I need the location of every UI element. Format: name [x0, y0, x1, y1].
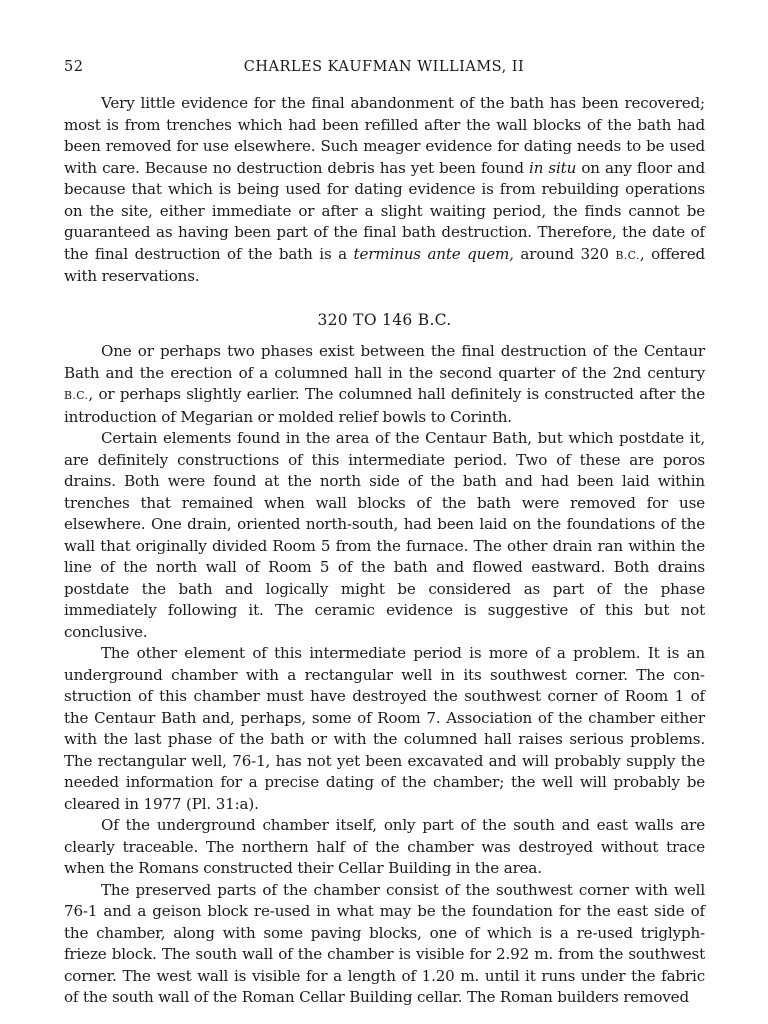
text-run: One or perhaps two phases exist between the final destruction of the Centaur Bath and the erection of a columned hall in the second quarter of the 2nd century: [64, 342, 705, 382]
paragraph-abandonment: [64, 93, 705, 288]
body-text: [64, 93, 705, 1009]
paragraph-phases: [64, 341, 705, 428]
paragraph-chamber-walls: Of the underground chamber itself, only part of the south and east walls are clearly traceable. The northern half of the chamber was destroyed without trace when the Romans constructed their Cellar Building in the area.: [64, 816, 705, 877]
text-run: around 320: [513, 244, 616, 263]
text-run: on any floor and because that which is being used for dating evidence is from rebuilding operations on the site, either immediate or after a slight waiting period, the finds cannot be guaranteed as having been part of the final bath destruction. Therefore, the date of the final destruction of the bath is a: [64, 158, 706, 263]
paragraph-underground-chamber: The other element of this intermediate period is more of a problem. It is an underground chamber with a rectangular well in its southwest corner. The construction of this chamber must have destroyed the southwest corner of Room 1 of the Centaur Bath and, perhaps, some of Room 7. Association of the chamber either with the last phase of the bath or with the columned hall raises serious problems. The rectangular well, 76-1, has not yet been excavated and will probably supply the needed information for a precise dating of the chamber; the well will probably be cleared in 1977 (Pl. 31:a).: [64, 644, 705, 813]
italic-term: terminus ante quem,: [353, 244, 514, 263]
italic-term: in situ: [529, 158, 577, 177]
running-head: CHARLES KAUFMAN WILLIAMS, II: [243, 59, 525, 75]
page-header: [64, 59, 704, 79]
page-number: 52: [64, 59, 84, 75]
era-abbreviation: B.C.: [615, 248, 640, 262]
era-abbreviation: B.C.: [64, 389, 89, 402]
paragraph-drains: Certain elements found in the area of the Centaur Bath, but which postdate it, are definitely constructions of this intermediate period. Two of these are poros drains. Both were found at the north side of the bath and had been laid within trenches that remained when wall blocks of the bath were removed for use elsewhere. One drain, oriented north-south, had been laid on the foundations of the wall that originally divided Room 5 from the furnace. The other drain ran within the line of the north wall of Room 5 of the bath and flowed eastward. Both drains postdate the bath and logically might be considered as part of the phase immediately following it. The ceramic evidence is suggestive of this but not conclusive.: [64, 429, 705, 641]
text-run: Very little evidence for the final abandonment of the bath has been recovered; most is from trenches which had been refilled after the wall blocks of the bath had been removed for use elsewhere. Such meager evidence for dating needs to be used with care. Because no destruction debris has yet been found: [64, 94, 705, 177]
text-run: , offered with reservations.: [64, 244, 706, 285]
text-run: , or perhaps slightly earlier. The columned hall definitely is constructed after the introduction of Megarian or molded relief bowls to Corinth.: [64, 385, 705, 426]
section-heading: 320 TO 146 B.C.: [317, 310, 452, 329]
paragraph-preserved-parts: The preserved parts of the chamber consist of the southwest corner with well 76-1 and a geison block re-used in what may be the foundation for the east side of the chamber, along with some paving blocks, one of which is a re-used triglyph-frieze block. The south wall of the chamber is visible for 2.92 m. from the southwest corner. The west wall is visible for a length of 1.20 m. until it runs under the fabric of the south wall of the Roman Cellar Building cellar. The Roman builders removed: [64, 880, 705, 1006]
